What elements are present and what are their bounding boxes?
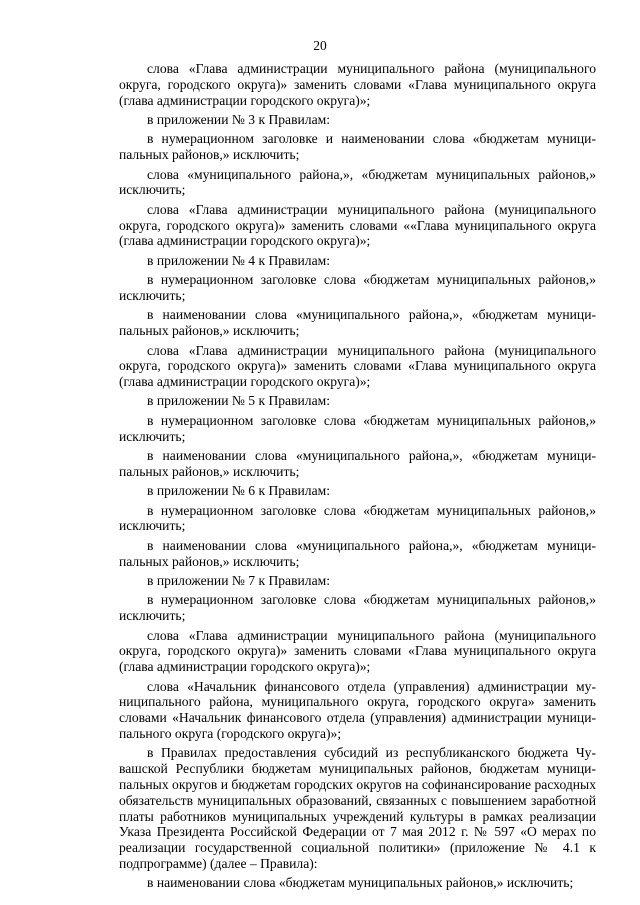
page-number: 20 (313, 38, 327, 53)
paragraph: в приложении № 3 к Правилам: (147, 111, 330, 127)
paragraph: слова «Начальник финансового отдела (управления) администрации муниципального района, муниципального округа, городского округа» заменить словами «Начальник финансового отдела (управления) администрации муниципального округа (городского округа)»; (119, 678, 596, 741)
paragraph: слова «Глава администрации муниципального района (муниципального округа, городского округа)» заменить словами ««Глава муниципального округа (глава администрации городского округа)»; (119, 201, 596, 249)
paragraph: слова «муниципального района,», «бюджетам муниципальных районов,» исключить; (119, 166, 596, 198)
paragraph: в нумерационном заголовке слова «бюджетам муниципальных районов,» исключить; (119, 272, 596, 303)
paragraph: в приложении № 4 к Правилам: (147, 252, 330, 268)
paragraph: слова «Глава администрации муниципального района (муниципального округа, городского округа)» заменить словами «Глава муниципального округа (глава администрации городского округа)»; (119, 342, 596, 390)
paragraph: в нумерационном заголовке слова «бюджетам муниципальных районов,» исключить; (119, 592, 596, 624)
paragraph: в нумерационном заголовке слова «бюджетам муниципальных районов,» исключить; (119, 502, 596, 534)
paragraph: в наименовании слова «муниципального района,», «бюджетам муниципальных районов,» исключить; (119, 537, 596, 569)
paragraph: в Правилах предоставления субсидий из республиканского бюджета Чувашской Республики бюджетам муниципальных районов, бюджетам муниципальных округов и бюджетам городских округов на софинансирование расходных обязательств муниципальных образований, связанных с повышением заработной платы работников муниципальных учреждений культуры в рамках реализации Указа Президента Российской Федерации от 7 мая 2012 г. № 597 «О мерах по реализации государственной социальной политики» (приложение № 4.1 к подпрограмме) (далее – Правила): (119, 745, 596, 871)
paragraph: в нумерационном заголовке и наименовании слова «бюджетам муниципальных районов,» исключить; (119, 131, 596, 163)
paragraph: в наименовании слова «муниципального района,», «бюджетам муниципальных районов,» исключить; (119, 307, 596, 339)
paragraph: слова «Глава администрации муниципального района (муниципального округа, городского округа)» заменить словами «Глава муниципального округа (глава администрации городского округа)»; (119, 61, 596, 108)
paragraph: в наименовании слова «муниципального района,», «бюджетам муниципальных районов,» исключить; (119, 448, 596, 479)
paragraph: в приложении № 6 к Правилам: (147, 483, 330, 499)
document-body (119, 61, 596, 895)
paragraph: в приложении № 7 к Правилам: (147, 573, 330, 589)
paragraph: в нумерационном заголовке слова «бюджетам муниципальных районов,» исключить; (119, 412, 596, 444)
paragraph: в приложении № 5 к Правилам: (147, 393, 330, 409)
paragraph: слова «Глава администрации муниципального района (муниципального округа, городского округа)» заменить словами «Глава муниципального округа (глава администрации городского округа)»; (119, 627, 596, 675)
paragraph: в наименовании слова «бюджетам муниципальных районов,» исключить; (147, 875, 574, 891)
